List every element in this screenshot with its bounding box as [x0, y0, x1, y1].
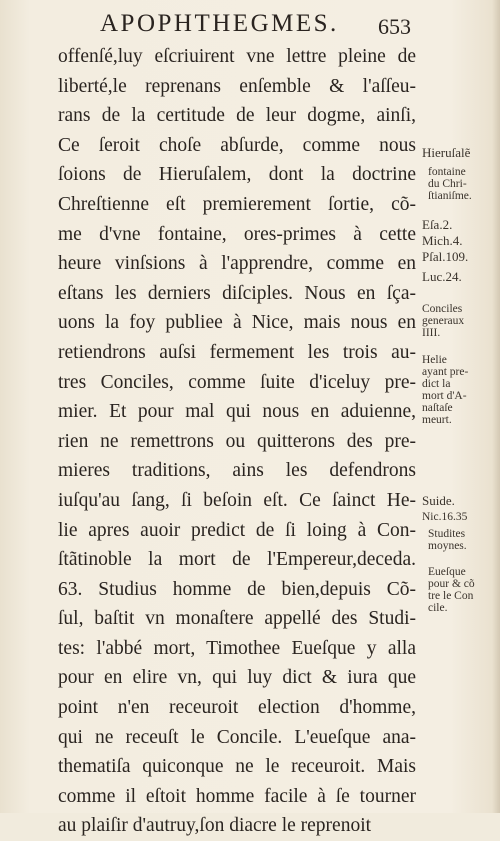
text-line: eſtans les derniers diſciples. Nous en ſça- [58, 282, 416, 304]
text-line: offenſé,luy eſcriuirent vne lettre pleine de [58, 46, 416, 67]
margin-note-line: Conciles [422, 303, 463, 315]
running-title: APOPHTHEGMES. [100, 10, 339, 37]
text-line: rans de la certitude de leur dogme, ainſi, [58, 105, 416, 127]
margin-note-line: Mich.4. [422, 233, 463, 248]
margin-note-nic [422, 511, 498, 523]
text-line: tres Conciles, comme ſuite d'iceluy pre- [58, 371, 416, 393]
margin-note-line: cile. [428, 602, 448, 614]
margin-note-psal [422, 250, 498, 264]
text-line: heure vinſsions à l'apprendre, comme en [58, 253, 416, 275]
margin-note-conciles [422, 303, 498, 339]
text-line: au plaiſir d'autruy,ſon diacre le reprenoit [58, 815, 372, 837]
text-line: retiendrons auſsi fermement les trois au- [58, 341, 416, 363]
page-edge-shadow [492, 0, 500, 813]
margin-note-suide [422, 494, 498, 508]
margin-note-line: IIII. [422, 327, 441, 339]
margin-note-line: Luc.24. [422, 269, 462, 284]
margin-note-line: generaux [422, 315, 465, 327]
text-line: ſoions de Hieruſalem, dont la doctrine [58, 164, 416, 186]
text-line: comme il eſtoit homme facile à ſe tourner [58, 785, 416, 807]
page-number: 653 [378, 14, 411, 39]
margin-note-line: ſtianiſme. [428, 190, 472, 202]
margin-note-line: Helie [422, 354, 447, 366]
text-line: uons la foy publiee à Nice, mais nous en [58, 312, 416, 334]
text-line: ſtãtinoble la mort de l'Empereur,deceda. [58, 549, 416, 571]
margin-note-line: pour & cõ [428, 578, 475, 590]
margin-note-line: dict la [422, 378, 451, 390]
page-header [0, 10, 500, 42]
text-line: liberté,le reprenans enſemble & l'aſſeu- [58, 75, 416, 97]
margin-note-line: Suide. [422, 493, 455, 508]
margin-note-line: naſtaſe [422, 402, 453, 414]
margin-note-line: ayant pre- [422, 366, 469, 378]
margin-note-line: Hieruſalẽ [422, 145, 471, 160]
margin-note-luc [422, 270, 498, 284]
margin-note-line: mort d'A- [422, 390, 467, 402]
body-text [58, 42, 416, 841]
margin-note-mich [422, 234, 498, 248]
text-line: Ce ſeroit choſe abſurde, comme nous [58, 134, 416, 156]
margin-note-line: tre le Con [428, 590, 474, 602]
margin-note-line: fontaine [428, 166, 466, 178]
text-line: lie apres auoir predict de ſi loing à Con- [58, 519, 416, 541]
margin-note-fontaine [422, 166, 498, 202]
margin-note-line: du Chri- [428, 178, 467, 190]
text-line: mier. Et pour mal qui nous en aduienne, [58, 401, 416, 423]
margin-note-line: Eſa.2. [422, 217, 453, 232]
text-line: 63. Studius homme de bien,depuis Cõ- [58, 578, 416, 600]
text-line: thematiſa quiconque ne le receuroit. Mais [58, 756, 416, 778]
text-line: iuſqu'au ſang, ſi beſoin eſt. Ce ſainct He- [58, 489, 416, 511]
margin-note-line: Nic.16.35 [422, 511, 468, 523]
text-line: qui ne receuſt le Concile. L'eueſque ana- [58, 726, 416, 748]
margin-note-studites [422, 528, 498, 552]
text-line: point n'en receuroit election d'homme, [58, 697, 416, 719]
text-line: me d'vne fontaine, ores-primes à cette [58, 223, 416, 245]
margin-note-helie [422, 354, 498, 426]
margin-note-line: meurt. [422, 414, 452, 426]
margin-note-line: Pſal.109. [422, 249, 469, 264]
margin-note-line: Eueſque [428, 566, 466, 578]
margin-note-line: moynes. [428, 540, 467, 552]
text-line: pour en elire vn, qui luy dict & iura que [58, 667, 416, 689]
text-line: mieres traditions, ains les defendrons [58, 460, 416, 482]
margin-note-esa [422, 218, 498, 232]
text-line: Chreſtienne eſt premierement ſortie, cõ- [58, 193, 416, 215]
margin-note-hierusalem [422, 146, 498, 160]
margin-note-line: Studites [428, 528, 466, 540]
margin-note-euesque [422, 566, 498, 614]
text-line: tes: l'abbé mort, Timothee Eueſque y alla [58, 637, 416, 659]
text-line: rien ne remettrons ou quitterons des pre- [58, 430, 416, 452]
text-line: ſul, baſtit vn monaſtere appellé des Studi- [58, 608, 416, 630]
